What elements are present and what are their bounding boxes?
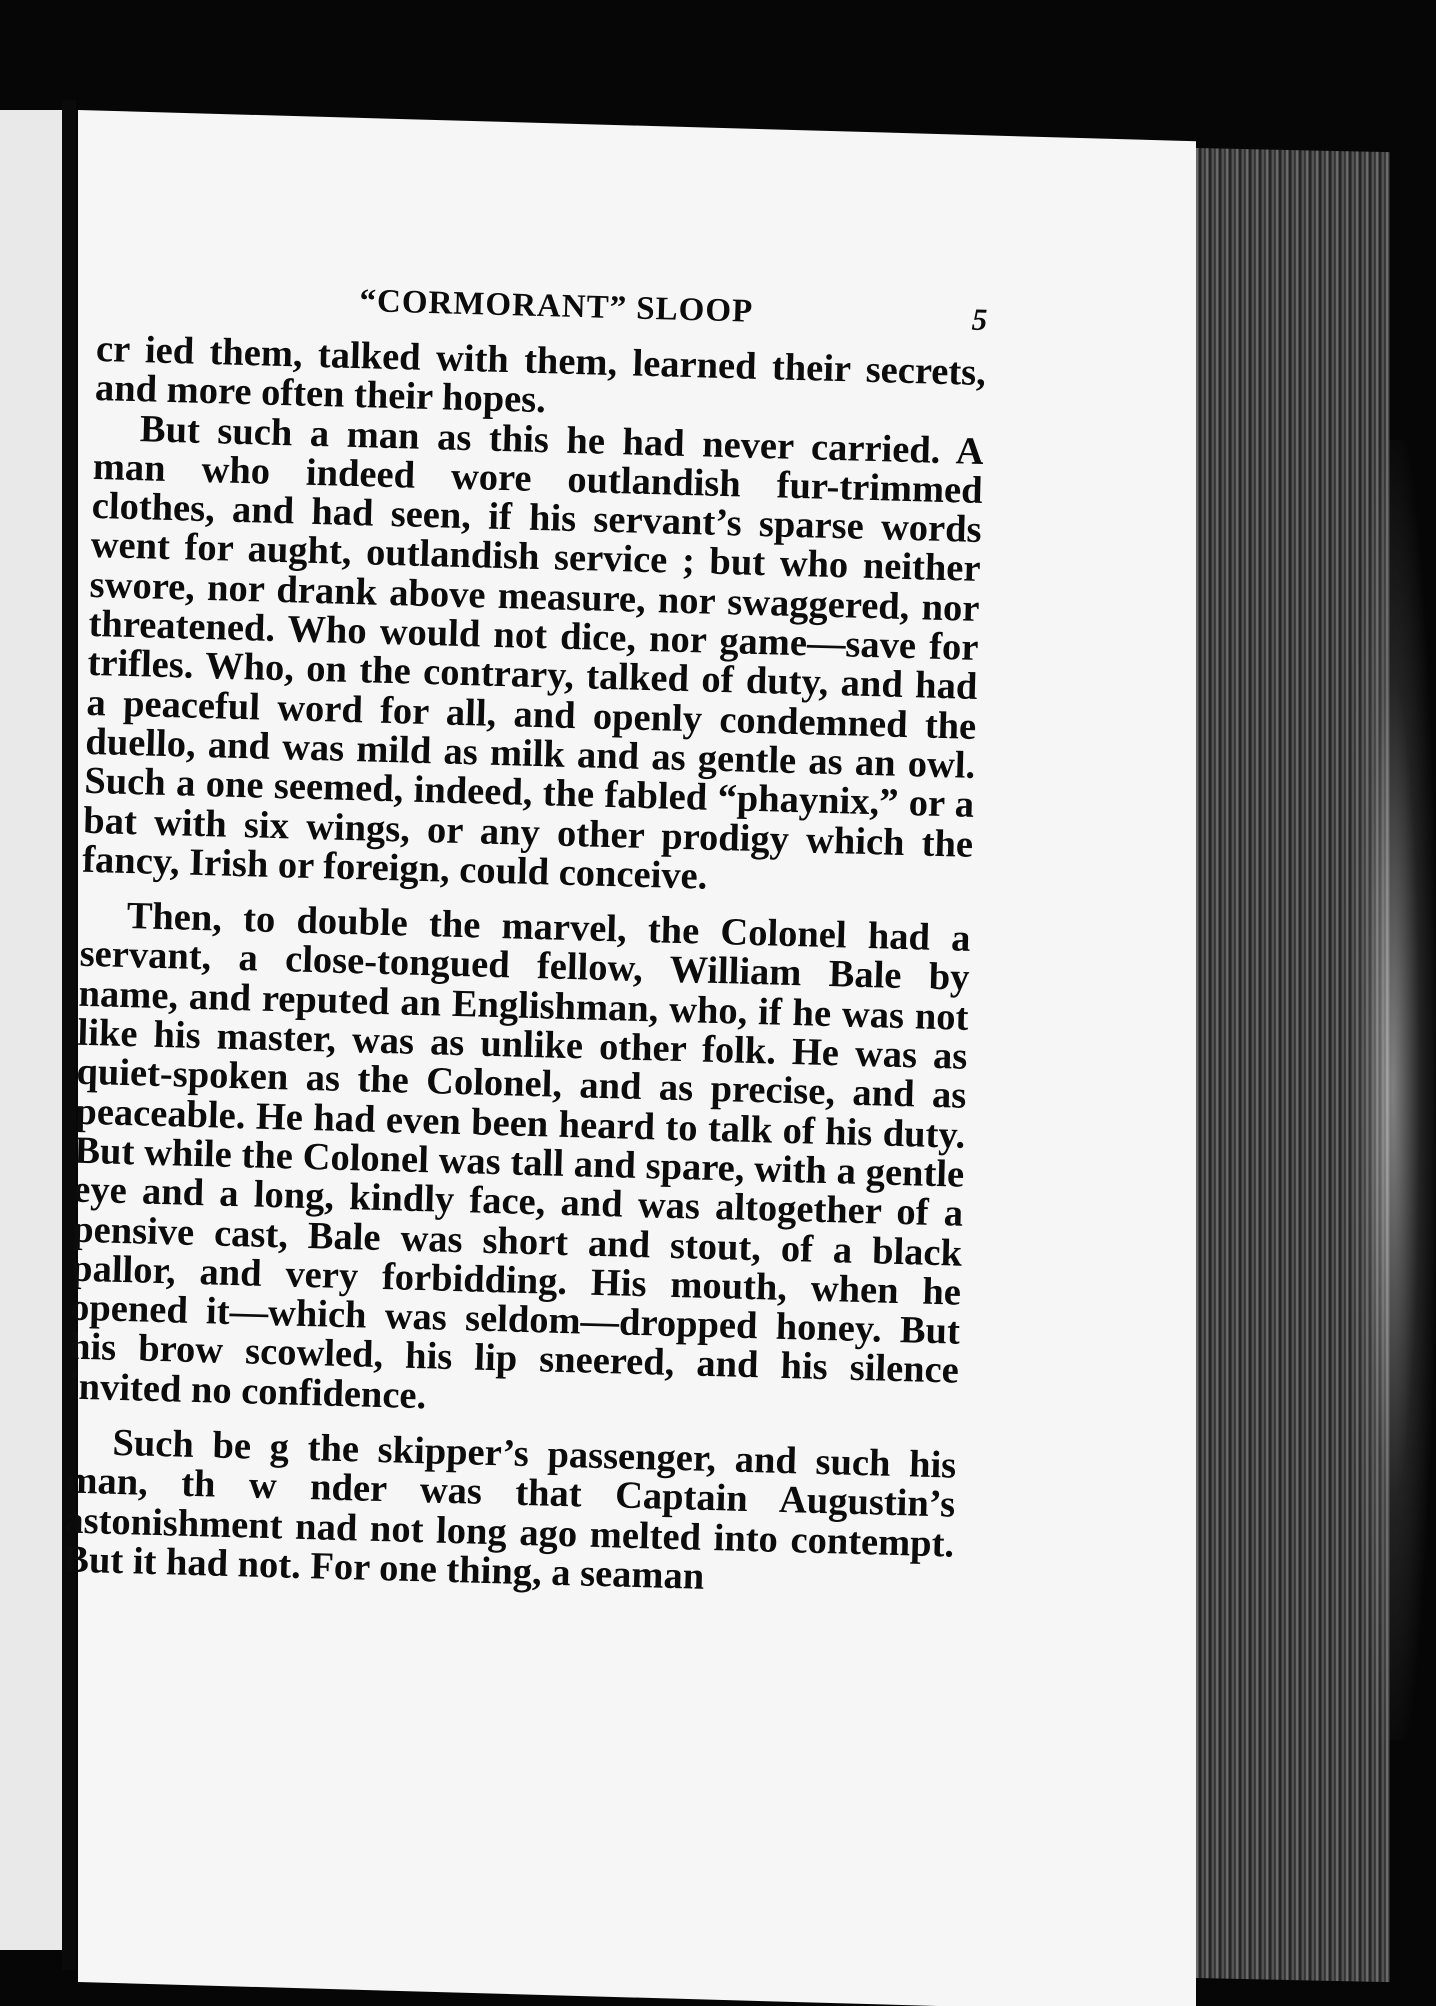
paragraph: Such be g the skipper’s passenger, and such his man, th w nder was that Captain Augustin’s astonishment nad not long ago melted into contempt. But it had not. For one thing, a seaman (62, 1421, 957, 1598)
paragraph: cr ied them, talked with them, learned their secrets, and more often their hopes. (94, 327, 987, 422)
paragraph: Then, to double the marvel, the Colonel had a servant, a close-tongued fellow, William Bale by name, and reputed an Englishman, who, if he was not like his master, was as unlike other folk. He was as quiet-spoken as the Colonel, and as precise, and as peaceable. He had even been heard to talk of his duty. But while the Colonel was tall and spare, with a gentle eye and a long, kindly face, and was altogether of a pensive cast, Bale was short and stout, of a black pallor, and very forbidding. His mouth, when he opened it—which was seldom—dropped honey. But his brow scowled, his lip sneered, and his silence invited no confidence. (67, 895, 972, 1417)
paragraph: But such a man as this he had never carried. A man who indeed wore outlandish fur-trimmed clothes, and had seen, if his servant’s sparse words went for aught, outlandish service ; but who neither swore, nor drank above measure, nor swaggered, nor threatened. Who would not dice, nor game—save for trifles. Who, on the contrary, talked of duty, and had a peaceful word for all, and openly condemned the duello, and was mild as milk and as gentle as an owl. Such a one seemed, indeed, the fabled “phaynix,” or a bat with six wings, or any other prodigy which the fancy, Irish or foreign, could conceive. (81, 407, 985, 898)
page-stack-highlight (1350, 440, 1436, 1740)
left-page-edge (0, 110, 68, 1950)
page-number: 5 (971, 301, 988, 338)
book-gutter (62, 100, 76, 1970)
running-head-title: “CORMORANT” SLOOP (359, 283, 754, 330)
page-text-block (63, 280, 988, 1604)
